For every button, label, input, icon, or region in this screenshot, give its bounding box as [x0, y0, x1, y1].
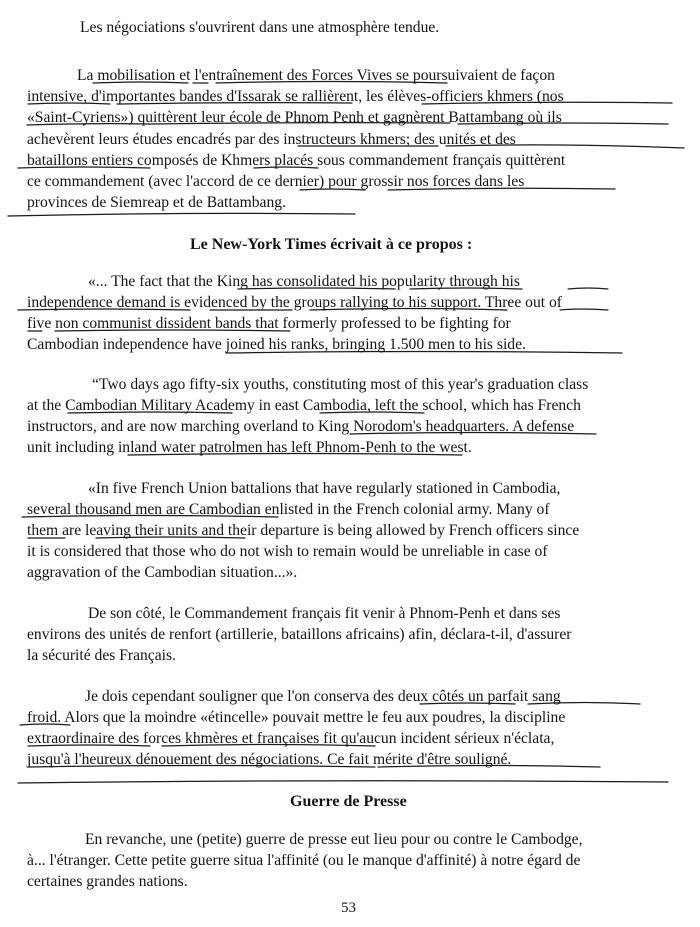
section-heading: Le New-York Times écrivait à ce propos : [190, 236, 473, 253]
text-line: at the Cambodian Military Academy in east Cambodia, left the school, which has French [27, 397, 581, 414]
underline-mark [18, 781, 668, 783]
text-line: “Two days ago fifty-six youths, constituting most of this year's graduation class [92, 376, 589, 393]
text-line: «Saint-Cyriens») quittèrent leur école de Phnom Penh et gagnèrent Battambang où ils [27, 109, 562, 126]
text-line: environs des unités de renfort (artillerie, bataillons africains) afin, déclara-t-il, d'assurer [27, 626, 572, 643]
underline-mark [8, 213, 355, 216]
text-line: ce commandement (avec l'accord de ce dernier) pour grossir nos forces dans les [27, 173, 525, 190]
text-line: intensive, d'importantes bandes d'Issarak se rallièrent, les élèves-officiers khmers (nos [27, 88, 564, 105]
text-line: bataillons entiers composés de Khmers placés sous commandement français quittèrent [27, 152, 566, 169]
text-line: Les négociations s'ouvrirent dans une atmosphère tendue. [80, 19, 440, 36]
text-line: Je dois cependant souligner que l'on conserva des deux côtés un parfait sang [85, 688, 561, 705]
text-line: it is considered that those who do not wish to remain would be unreliable in case of [27, 543, 548, 560]
text-line: la sécurité des Français. [27, 647, 176, 664]
text-line: provinces de Siemreap et de Battambang. [27, 194, 286, 211]
section-heading: Guerre de Presse [290, 793, 407, 810]
underline-mark [568, 288, 608, 289]
text-line: several thousand men are Cambodian enlisted in the French colonial army. Many of [27, 501, 550, 518]
text-line: froid. Alors que la moindre «étincelle» pouvait mettre le feu aux poudres, la discipline [27, 709, 566, 726]
text-line: En revanche, une (petite) guerre de presse eut lieu pour ou contre le Cambodge, [85, 831, 583, 848]
text-line: Cambodian independence have joined his ranks, bringing 1.500 men to his side. [27, 336, 526, 353]
text-line: La mobilisation et l'entraînement des Forces Vives se poursuivaient de façon [77, 67, 555, 84]
text-line: «... The fact that the King has consolidated his popularity through his [88, 273, 520, 290]
text-line: five non communist dissident bands that formerly professed to be fighting for [27, 315, 511, 332]
text-line: à... l'étranger. Cette petite guerre situa l'affinité (ou le manque d'affinité) à notre égard de [27, 852, 581, 869]
text-line: aggravation of the Cambodian situation...». [27, 564, 298, 581]
text-line: jusqu'à l'heureux dénouement des négociations. Ce fait mérite d'être souligné. [27, 751, 512, 768]
text-line: De son côté, le Commandement français fit venir à Phnom-Penh et dans ses [88, 605, 561, 622]
text-line: extraordinaire des forces khmères et françaises fit qu'aucun incident sérieux n'éclata, [27, 730, 555, 747]
text-line: achevèrent leurs études encadrés par des instructeurs khmers; des unités et des [27, 131, 516, 148]
underline-mark [560, 309, 608, 310]
text-line: them are leaving their units and their departure is being allowed by French officers since [27, 522, 580, 539]
text-line: independence demand is evidenced by the groups rallying to his support. Three out of [27, 294, 562, 311]
page-number: 53 [341, 900, 356, 916]
text-line: unit including inland water patrolmen has left Phnom-Penh to the west. [27, 439, 472, 456]
text-line: «In five French Union battalions that have regularly stationed in Cambodia, [88, 480, 561, 497]
text-line: instructors, and are now marching overland to King Norodom's headquarters. A defense [27, 418, 575, 435]
text-line: certaines grandes nations. [27, 873, 188, 890]
